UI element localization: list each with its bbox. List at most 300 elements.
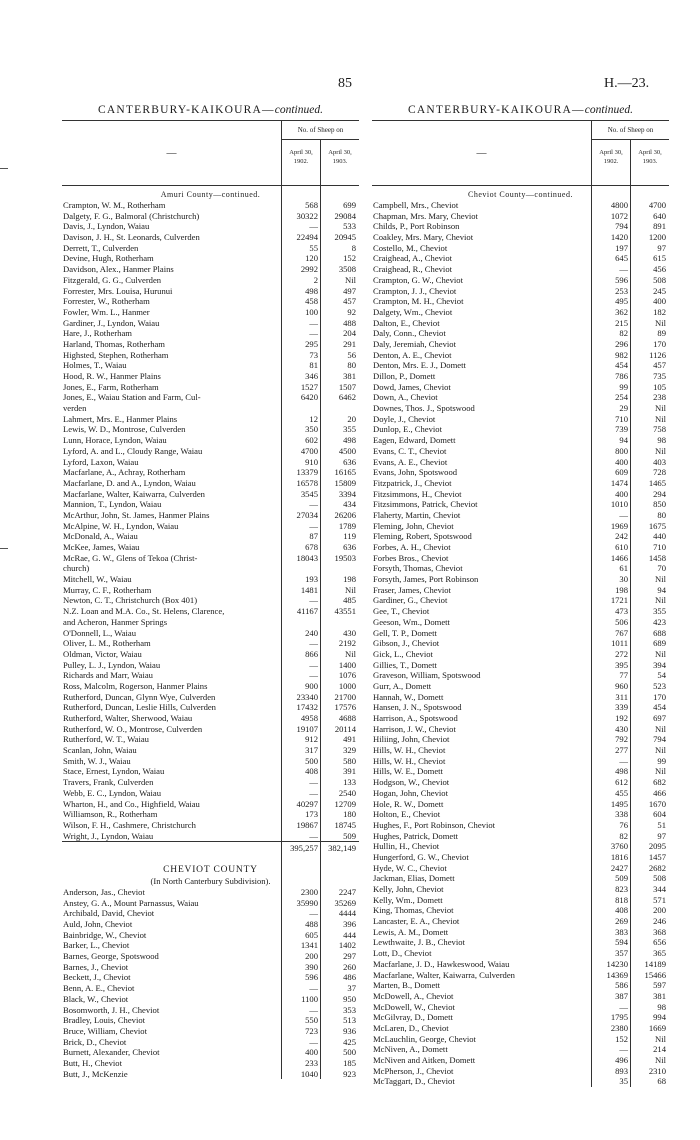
section-subheading: (In North Canterbury Subdivision).: [150, 875, 271, 886]
table-row: [372, 478, 669, 489]
holder-name: Holmes, T., Waiau: [63, 360, 127, 371]
sheep-1902: 317: [305, 745, 318, 756]
holder-name: Coakley, Mrs. Mary, Cheviot: [373, 232, 474, 243]
table-row: [62, 200, 359, 211]
sheep-1902: —: [619, 1044, 628, 1055]
sheep-1903: 1507: [338, 381, 356, 392]
sheep-1902: 1474: [610, 477, 628, 488]
sheep-1902: 645: [615, 253, 628, 264]
sheep-1903: 37: [347, 983, 356, 994]
table-row: [372, 403, 669, 414]
table-row: [62, 1069, 359, 1080]
sheep-1903: 656: [653, 937, 666, 948]
table-row: [372, 296, 669, 307]
sheep-1902: 390: [305, 961, 318, 972]
table-row: [372, 1002, 669, 1013]
holder-name: Lott, D., Cheviot: [373, 948, 432, 959]
margin-mark: [0, 168, 8, 169]
header-year-1902: April 30, 1902.: [289, 149, 313, 165]
sheep-1902: 35: [619, 1076, 628, 1087]
sheep-1902: 215: [615, 317, 628, 328]
table-row: [372, 606, 669, 617]
holder-name: Pulley, L. J., Lyndon, Waiau: [63, 659, 161, 670]
holder-name: Daly, Conn., Cheviot: [373, 328, 446, 339]
sheep-1902: 509: [615, 873, 628, 884]
table-row: [372, 734, 669, 745]
table-row: [62, 371, 359, 382]
holder-name: Fitzsimmons, Patrick, Cheviot: [373, 499, 478, 510]
table-row: [62, 232, 359, 243]
table-row: [372, 253, 669, 264]
sheep-1903: 214: [653, 1044, 666, 1055]
sheep-1903: 735: [653, 371, 666, 381]
table-row: [62, 446, 359, 457]
table-row: [62, 264, 359, 275]
table-row: [372, 1055, 669, 1066]
holder-name: Dunlop, E., Cheviot: [373, 424, 442, 435]
sheep-1902: 120: [305, 253, 318, 264]
sheep-1902: —: [309, 520, 318, 531]
sheep-1903: 2682: [648, 862, 666, 873]
sheep-1902: 30322: [296, 210, 318, 221]
sheep-1903: Nil: [655, 445, 666, 456]
sheep-1902: 1040: [300, 1068, 318, 1079]
sheep-1902: 14369: [606, 969, 628, 980]
table-row: [372, 275, 669, 286]
sheep-1903: 454: [653, 702, 666, 713]
section-heading: CHEVIOT COUNTY: [163, 864, 258, 875]
holder-name: Archibald, David, Cheviot: [63, 908, 155, 919]
holder-name: Dalton, E., Cheviot: [373, 317, 440, 328]
table-row: [62, 702, 359, 713]
holder-name: Kelly, John, Cheviot: [373, 884, 444, 894]
holder-name: McTaggart, D., Cheviot: [373, 1076, 455, 1087]
sheep-1902: 29: [619, 403, 628, 414]
holder-name: Bainbridge, W., Cheviot: [63, 929, 147, 940]
sheep-1902: 792: [615, 734, 628, 745]
sheep-1903: 35269: [334, 897, 356, 908]
sheep-1903: 396: [343, 919, 356, 929]
holder-name: Travers, Frank, Culverden: [63, 777, 154, 788]
table-row: [62, 595, 359, 606]
sheep-1902: 400: [615, 456, 628, 467]
table-row: [372, 820, 669, 831]
sheep-1902: 2427: [610, 862, 628, 873]
sheep-1903: Nil: [655, 574, 666, 585]
sheep-1902: 193: [305, 574, 318, 585]
sheep-1903: 523: [653, 680, 666, 691]
table-row: [62, 628, 359, 639]
sheep-1903: 391: [343, 766, 356, 777]
holder-name: Mannion, T., Lyndon, Waiau: [63, 499, 162, 510]
table-row: [372, 392, 669, 403]
sheep-1903: 936: [343, 1025, 356, 1036]
sheep-1903: 26206: [334, 509, 356, 520]
table-row: [372, 553, 669, 564]
sheep-1903: 500: [343, 1047, 356, 1058]
sheep-1903: [321, 563, 359, 574]
sheep-1902: [283, 617, 321, 628]
holder-name: Lyford, Laxon, Waiau: [63, 456, 139, 467]
holder-name: Forsyth, James, Port Robinson: [373, 574, 479, 585]
sheep-1902: 61: [619, 563, 628, 574]
sheep-1902: 400: [305, 1047, 318, 1058]
sheep-1903: 456: [653, 264, 666, 275]
holder-name: Hullin, H., Cheviot: [373, 841, 440, 852]
sheep-1903: 245: [653, 285, 666, 296]
sheep-1902: 723: [305, 1025, 318, 1036]
sheep-1902: 55: [309, 242, 318, 253]
sheep-1902: 197: [615, 242, 628, 253]
sheep-1902: 800: [615, 445, 628, 456]
sheep-1902: 192: [615, 713, 628, 723]
holder-name: Rutherford, Duncan, Glynn Wye, Culverden: [63, 691, 216, 702]
holder-name: McNiven and Aitken, Domett: [373, 1055, 476, 1065]
holder-name: Gell, T. P., Domett: [373, 627, 437, 638]
table-row: [372, 756, 669, 767]
sheep-1903: 640: [653, 210, 666, 221]
sheep-1903: Nil: [655, 1033, 666, 1044]
sheep-1903: 403: [653, 456, 666, 467]
table-row: [372, 948, 669, 959]
holder-name: Jones, E., Farm, Rotherham: [63, 381, 159, 392]
sheep-1902: 498: [615, 766, 628, 777]
sheep-1902: 339: [615, 702, 628, 713]
table-row: [62, 489, 359, 500]
holder-name: Hodgson, W., Cheviot: [373, 777, 450, 788]
sheep-1903: 18745: [334, 819, 356, 830]
holder-name: Bosomworth, J. H., Cheviot: [63, 1004, 160, 1015]
sheep-1903: 457: [343, 296, 356, 307]
sheep-1903: 498: [343, 435, 356, 446]
table-row: [372, 937, 669, 948]
holder-name: Devine, Hugh, Rotherham: [63, 253, 154, 264]
sheep-1903: 152: [343, 253, 356, 264]
sheep-1903: 697: [653, 713, 666, 723]
holder-name: McDowell, A., Cheviot: [373, 990, 454, 1001]
sheep-1903: 1669: [648, 1022, 666, 1033]
holder-name: Graveson, William, Spotswood: [373, 670, 481, 681]
sheep-1902: 500: [305, 755, 318, 766]
table-row: [62, 424, 359, 435]
holder-name: Forsyth, Thomas, Cheviot: [373, 563, 463, 574]
holder-name: Lewis, W. D., Montrose, Culverden: [63, 424, 186, 435]
table-row: [62, 681, 359, 692]
table-row: [372, 638, 669, 649]
table-row: [62, 777, 359, 788]
holder-name: Davis, J., Lyndon, Waiau: [63, 221, 150, 232]
table-row: [62, 499, 359, 510]
table-row: [62, 831, 359, 842]
sheep-1903: 394: [653, 659, 666, 670]
sheep-1903: 434: [343, 499, 356, 510]
holder-name: Evans, John, Spotswood: [373, 467, 458, 478]
holder-name: Crampton, M. H., Cheviot: [373, 296, 464, 307]
sheep-1902: 1816: [610, 851, 628, 862]
sheep-1902: —: [619, 264, 628, 275]
table-row: [372, 328, 669, 339]
sheep-1902: 2: [313, 274, 318, 285]
sheep-1902: 1481: [300, 584, 318, 595]
table-row: [372, 831, 669, 842]
sheep-1903: Nil: [655, 317, 666, 328]
sheep-1902: 710: [615, 413, 628, 424]
table-row: [372, 863, 669, 874]
table-row: [62, 951, 359, 962]
table-row: [62, 531, 359, 542]
sheep-1903: 1076: [338, 670, 356, 681]
sheep-1902: 1466: [610, 552, 628, 563]
sheep-1903: 400: [653, 296, 666, 307]
section-heading: Amuri County—continued.: [160, 190, 261, 199]
table-row: [372, 424, 669, 435]
table-row: [372, 286, 669, 297]
sheep-1902: 1795: [610, 1012, 628, 1023]
holder-name: Evans, C. T., Cheviot: [373, 445, 447, 456]
sheep-1903: 6462: [338, 392, 356, 403]
holder-name: Anstey, G. A., Mount Parnassus, Waiau: [63, 897, 199, 908]
table-row: [62, 542, 359, 553]
sheep-1903: 2192: [338, 638, 356, 649]
sheep-1903: 133: [343, 777, 356, 788]
sheep-1902: —: [309, 659, 318, 670]
holder-name: Webb, E. C., Lyndon, Waiau: [63, 787, 161, 798]
holder-name: Rutherford, W. O., Montrose, Culverden: [63, 723, 203, 734]
sheep-1903: 344: [653, 884, 666, 894]
sheep-1902: 17432: [296, 702, 318, 713]
sheep-1903: 94: [657, 584, 666, 595]
sheep-1903: 497: [343, 285, 356, 296]
table-row: [62, 457, 359, 468]
holder-name: Fraser, James, Cheviot: [373, 584, 451, 595]
table-row: [62, 930, 359, 941]
table-row: [372, 916, 669, 927]
page-number: 85: [338, 76, 352, 91]
sheep-1903: 89: [657, 328, 666, 339]
sheep-1903: 597: [653, 980, 666, 991]
holder-name: Gee, T., Cheviot: [373, 606, 430, 617]
table-row: [372, 1012, 669, 1023]
sheep-1902: 455: [615, 787, 628, 798]
holder-name: Denton, Mrs. E. J., Domett: [373, 360, 466, 371]
table-row: [62, 585, 359, 596]
sheep-1903: 260: [343, 961, 356, 972]
header-year-1903: April 30, 1903.: [630, 140, 669, 185]
table-row: [372, 243, 669, 254]
sheep-1902: 1010: [610, 499, 628, 510]
sheep-1903: 533: [343, 221, 356, 232]
holder-name: Macfarlane, D. and A., Lyndon, Waiau: [63, 477, 196, 488]
holder-name: Lunn, Horace, Lyndon, Waiau: [63, 435, 167, 446]
left-table-header: [62, 120, 359, 186]
sheep-1902: 2380: [610, 1022, 628, 1033]
sheep-1903: 4688: [338, 713, 356, 723]
holder-name: Crampton, W. M., Rotherham: [63, 200, 166, 210]
holder-name: Wilson, F. H., Cashmere, Christchurch: [63, 819, 196, 830]
table-row: [372, 628, 669, 639]
table-row: [372, 585, 669, 596]
sheep-1903: 440: [653, 531, 666, 542]
sheep-1903: 80: [347, 360, 356, 371]
table-row: [62, 1015, 359, 1026]
sheep-1903: 70: [657, 563, 666, 574]
table-row: [372, 1044, 669, 1055]
sheep-1903: 1458: [648, 552, 666, 563]
sheep-1902: 1420: [610, 232, 628, 243]
sheep-1902: 495: [615, 296, 628, 307]
sheep-1902: 12: [309, 413, 318, 424]
page-reference: H.—23.: [604, 76, 650, 91]
sheep-1903: 4500: [338, 445, 356, 456]
holder-name: Fleming, Robert, Spotswood: [373, 531, 472, 542]
sheep-1903: 170: [653, 338, 666, 349]
sheep-1903: 200: [653, 905, 666, 916]
sheep-1902: 596: [305, 972, 318, 983]
holder-name: Hughes, F., Port Robinson, Cheviot: [373, 819, 496, 830]
holder-name: Fitzsimmons, H., Cheviot: [373, 488, 462, 499]
holder-name: Downes, Thos. J., Spotswood: [373, 403, 475, 414]
sheep-1903: 615: [653, 253, 666, 264]
holder-name: Mitchell, W., Waiau: [63, 574, 132, 585]
sheep-1903: 198: [343, 574, 356, 585]
holder-name: Fitzpatrick, J., Cheviot: [373, 477, 452, 488]
holder-name: Hogan, John, Cheviot: [373, 787, 448, 798]
holder-name: Hansen, J. N., Spotswood: [373, 702, 462, 713]
sheep-1902: —: [619, 755, 628, 766]
sheep-1902: 488: [305, 919, 318, 929]
table-row: [62, 574, 359, 585]
holder-name: Gick, L., Cheviot: [373, 648, 433, 659]
table-row: [372, 542, 669, 553]
sheep-1902: —: [619, 1001, 628, 1012]
table-row: [62, 553, 359, 564]
sheep-1903: 488: [343, 317, 356, 328]
holder-name: Dalgety, F. G., Balmoral (Christchurch): [63, 210, 200, 221]
holder-name: Scanlan, John, Waiau: [63, 745, 137, 756]
sheep-1902: 27034: [296, 509, 318, 520]
table-row: [62, 307, 359, 318]
sheep-1903: 204: [343, 328, 356, 339]
sheep-1902: 18043: [296, 552, 318, 563]
sheep-1903: 92: [347, 306, 356, 317]
holder-name: verden: [63, 403, 87, 414]
holder-name: Derrett, T., Culverden: [63, 242, 139, 253]
sheep-1902: 1527: [300, 381, 318, 392]
holder-name: McLauchlin, George, Cheviot: [373, 1033, 476, 1044]
sheep-1902: 22494: [296, 232, 318, 243]
sheep-1902: 1072: [610, 210, 628, 221]
sheep-1902: 496: [615, 1055, 628, 1065]
holder-name: Barnes, George, Spotswood: [63, 951, 159, 962]
holder-name: Brick, D., Cheviot: [63, 1036, 127, 1047]
table-row: [62, 318, 359, 329]
table-row: [372, 414, 669, 425]
sheep-1902: 1721: [610, 595, 628, 606]
sheep-1903: 12709: [334, 798, 356, 809]
sheep-1902: 4958: [300, 713, 318, 723]
sheep-1903: 16165: [334, 467, 356, 478]
table-row: [372, 745, 669, 756]
holder-name: Costello, M., Cheviot: [373, 242, 448, 253]
sheep-1903: 56: [347, 349, 356, 360]
sheep-1902: 893: [615, 1065, 628, 1076]
sheep-1902: 912: [305, 734, 318, 745]
sheep-1903: 1675: [648, 520, 666, 531]
sheep-1903: 457: [653, 360, 666, 371]
sheep-1902: 786: [615, 371, 628, 381]
table-row: [62, 617, 359, 628]
table-row: [372, 382, 669, 393]
table-row: [372, 435, 669, 446]
table-row: [62, 606, 359, 617]
holder-name: McArthur, John, St. James, Hanmer Plains: [63, 509, 210, 520]
sheep-1902: 269: [615, 916, 628, 927]
holder-name: Williamson, R., Rotherham: [63, 809, 158, 820]
table-row: [62, 510, 359, 521]
right-column-title: CANTERBURY-KAIKOURA—continued.: [408, 104, 633, 116]
header-sheep-label: No. of Sheep on: [592, 121, 669, 140]
sheep-1903: [321, 617, 359, 628]
table-row: [372, 713, 669, 724]
holder-name: Oliver, L. M., Rotherham: [63, 638, 151, 649]
holder-name: Macfarlane, Walter, Kaiwarra, Culverden: [63, 488, 205, 499]
table-row: [62, 919, 359, 930]
sheep-1903: 54: [657, 670, 666, 681]
sheep-1902: —: [309, 830, 318, 841]
left-column-title: CANTERBURY-KAIKOURA—continued.: [98, 104, 323, 116]
holder-name: Lewthwaite, J. B., Cheviot: [373, 937, 465, 948]
sheep-1903: 365: [653, 948, 666, 959]
sheep-1903: 1200: [648, 232, 666, 243]
sheep-1902: 296: [615, 338, 628, 349]
sheep-1903: Nil: [655, 766, 666, 777]
holder-name: McDonald, A., Waiau: [63, 531, 138, 542]
sheep-1902: 408: [305, 766, 318, 777]
holder-name: Lyford, A. and L., Cloudy Range, Waiau: [63, 445, 203, 456]
sheep-1903: 329: [343, 745, 356, 756]
holder-name: Benn, A. E., Cheviot: [63, 983, 135, 994]
sheep-1902: 240: [305, 627, 318, 638]
sheep-1902: 506: [615, 616, 628, 627]
sheep-1902: 254: [615, 392, 628, 403]
sheep-1903: 1402: [338, 940, 356, 951]
sheep-1902: 910: [305, 456, 318, 467]
holder-name: McNiven, A., Domett: [373, 1044, 448, 1055]
sheep-1903: 8: [351, 242, 356, 253]
sheep-1902: 739: [615, 424, 628, 435]
holder-name: Macfarlane, Walter, Kaiwarra, Culverden: [373, 969, 515, 980]
table-row: [372, 873, 669, 884]
sheep-1902: 823: [615, 884, 628, 894]
table-row: [372, 1076, 669, 1087]
table-row: [62, 563, 359, 574]
sheep-1903: 3508: [338, 264, 356, 275]
sheep-1902: 900: [305, 680, 318, 691]
sheep-1902: —: [619, 509, 628, 520]
holder-name: Hannah, W., Domett: [373, 691, 444, 702]
holder-name: Murray, C. F., Rotherham: [63, 584, 152, 595]
sheep-1902: 866: [305, 648, 318, 659]
sheep-1903: 444: [343, 929, 356, 940]
sheep-1902: 408: [615, 905, 628, 916]
sheep-1903: 381: [653, 990, 666, 1001]
holder-name: Davidson, Alex., Hanmer Plains: [63, 264, 174, 275]
sheep-1903: 604: [653, 809, 666, 820]
sheep-1902: 173: [305, 809, 318, 820]
sheep-1903: 728: [653, 467, 666, 478]
sheep-1903: 119: [343, 531, 356, 542]
sheep-1902: —: [309, 983, 318, 994]
